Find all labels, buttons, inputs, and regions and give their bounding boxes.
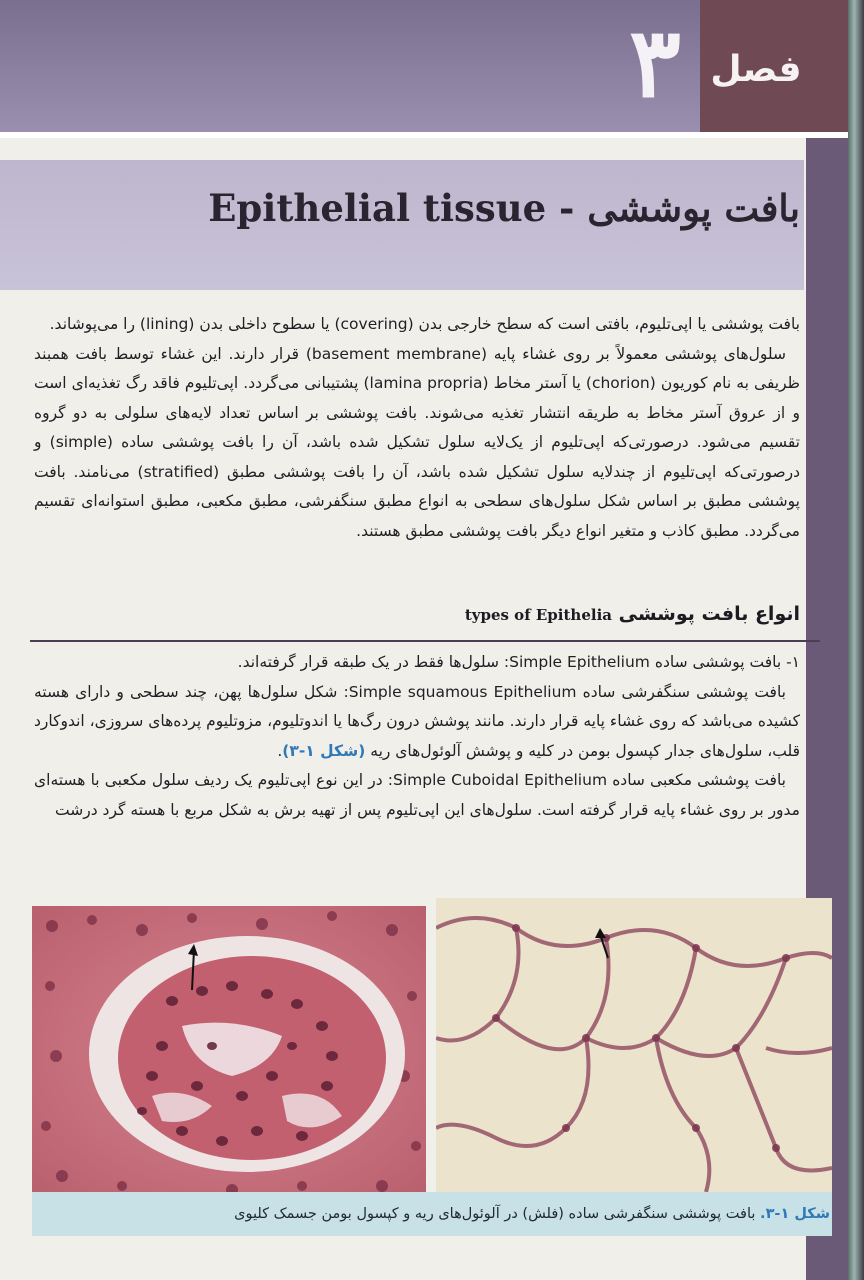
section-heading xyxy=(30,592,800,636)
chapter-header-band xyxy=(0,0,700,132)
figure-caption-text: بافت پوششی سنگفرشی ساده (فلش) در آلوئول‌های ریه و کپسول بومن جسمک کلیوی xyxy=(234,1206,756,1222)
lung-alveoli-micrograph xyxy=(436,898,832,1192)
item-simple-squamous-text: بافت پوششی سنگفرشی ساده Simple squamous Epithelium: شکل سلول‌ها پهن، چند سطحی و دارای هسته کشیده می‌باشد که روی غشاء پایه قرار دارند. مانند پوشش درون رگ‌ها یا اندوتلیوم، مزوتلیوم پرده‌های سروزی، اندوکارد قلب، سلول‌های جدار کپسول بومن در کلیه و پوشش آلوئول‌های ریه xyxy=(34,682,800,760)
lung-alveoli-image xyxy=(436,898,832,1192)
section-heading-en: types of Epithelia xyxy=(464,606,612,624)
intro-text xyxy=(34,310,800,546)
item-simple-cuboidal: بافت پوششی مکعبی ساده Simple Cuboidal Epithelium: در این نوع اپی‌تلیوم یک ردیف سلول مکعبی با هسته‌ای مدور بر روی غشاء پایه قرار گرفته است. سلول‌های این اپی‌تلیوم پس از تهیه برش به شکل مربع با هسته گرد درشت xyxy=(34,771,800,819)
figure-reference-link[interactable]: (شکل ۱-۳) xyxy=(282,741,366,760)
bowman-capsule-image xyxy=(32,906,426,1196)
intro-paragraph-2: سلول‌های پوششی معمولاً بر روی غشاء پایه (basement membrane) قرار دارند. این غشاء توسط بافت همبند ظریفی به نام کوریون (chorion) یا آستر مخاط (lamina propria) پشتیبانی می‌گردد. اپی‌تلیوم فاقد رگ تغذیه‌ای است و از عروق آستر مخاط به طریقه انتشار تغذیه می‌شوند. بافت پوششی بر اساس تعداد لایه‌های سلولی به دو گروه تقسیم می‌شود. درصورتی‌که اپی‌تلیوم از یک‌لایه سلول تشکیل شده باشد، آن را بافت پوششی ساده (simple) و درصورتی‌که اپی‌تلیوم از چندلایه سلول تشکیل شده باشد، آن را بافت پوششی مطبق (stratified) می‌نامند. بافت پوششی مطبق بر اساس شکل سلول‌های سطحی به انواع مطبق سنگفرشی، مطبق مکعبی، مطبق استوانه‌ای تقسیم می‌گردد. مطبق کاذب و متغیر انواع دیگر بافت پوششی مطبق هستند. xyxy=(34,344,800,540)
page-title: بافت پوششی - Epithelial tissue xyxy=(208,186,800,230)
chapter-word: فصل xyxy=(710,49,802,90)
types-text xyxy=(34,648,800,825)
figure-caption xyxy=(40,1196,830,1232)
item-simple-squamous: بافت پوششی سنگفرشی ساده Simple squamous Epithelium: شکل سلول‌ها پهن، چند سطحی و دارای هسته کشیده می‌باشد که روی غشاء پایه قرار دارند. مانند پوشش درون رگ‌ها یا اندوتلیوم، مزوتلیوم پرده‌های سروزی، اندوکارد قلب، سلول‌های جدار کپسول بومن در کلیه و پوشش آلوئول‌های ریه (شکل ۱-۳). xyxy=(34,682,800,760)
intro-paragraph-1: بافت پوششی یا اپی‌تلیوم، بافتی است که سطح خارجی بدن (covering) یا سطوح داخلی بدن (lining) را می‌پوشاند. xyxy=(49,315,800,333)
section-heading-fa: انواع بافت پوششی xyxy=(618,603,800,625)
chapter-number: ۳ xyxy=(629,6,681,119)
book-edge xyxy=(848,0,864,1280)
bowman-capsule-micrograph xyxy=(32,906,426,1196)
item-simple-epithelium: ۱- بافت پوششی ساده Simple Epithelium: سلول‌ها فقط در یک طبقه قرار گرفته‌اند. xyxy=(237,653,800,671)
figure-label: شکل ۱-۳. xyxy=(760,1206,830,1222)
header-divider xyxy=(0,132,848,138)
section-rule xyxy=(30,640,820,642)
